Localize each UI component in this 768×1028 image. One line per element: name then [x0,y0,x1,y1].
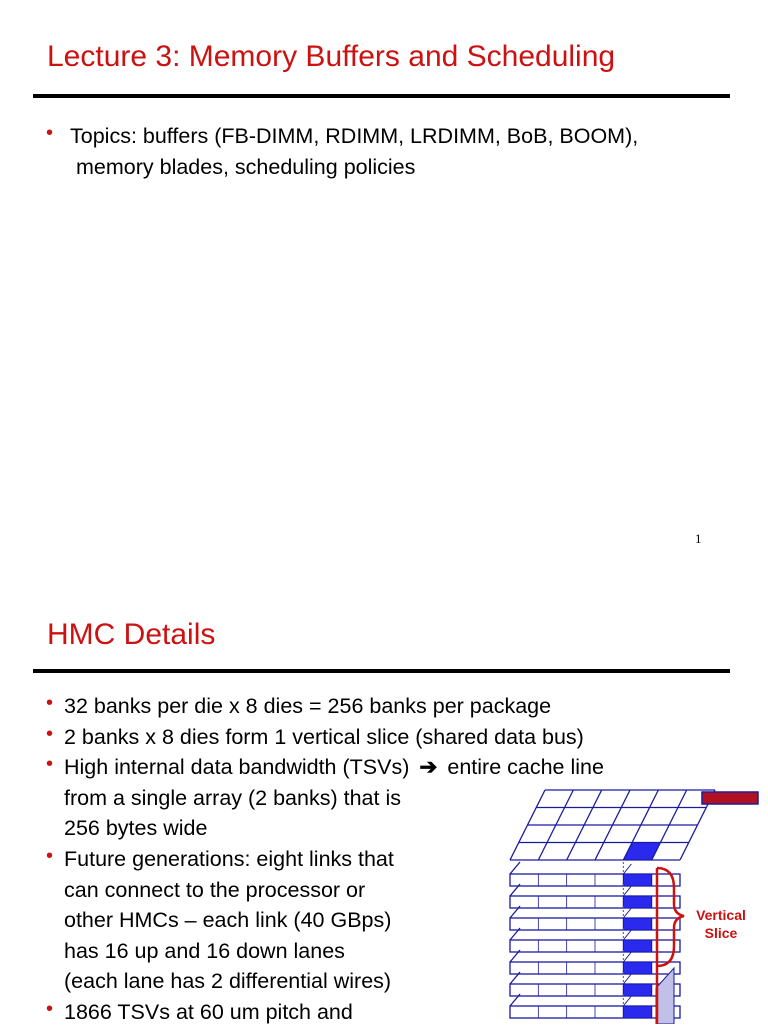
slide2-bullet-line: 256 bytes wide [64,816,208,840]
slice-cell [623,940,651,952]
slice-cell [623,984,651,996]
slide2-bullet-line: other HMCs – each link (40 GBps) [64,908,392,932]
slide2-bullet-line: from a single array (2 banks) that is [64,786,401,810]
slice-cell [623,896,651,908]
slice-top-cell [623,843,660,861]
slice-edge-line [623,886,631,896]
bullet-text: High internal data bandwidth (TSVs) [64,755,410,779]
right-arrow-icon: ➔ [419,755,438,779]
slide1-bullet-line: memory blades, scheduling policies [76,155,416,179]
vertical-slice-label-line2: Slice [704,925,738,941]
bullet-symbol: • [46,998,54,1020]
slide2-bullet-line: has 16 up and 16 down lanes [64,939,345,963]
bullet-symbol: • [46,845,54,867]
slice-cell [623,918,651,930]
slice-cell [623,962,651,974]
slide2-bullet-line: Future generations: eight links that [64,847,394,871]
legend-swatch [702,792,758,804]
slide2-bullet-line: 1866 TSVs at 60 um pitch and [64,1000,353,1024]
slide2-bullet-line: 32 banks per die x 8 dies = 256 banks per package [64,694,552,718]
slide2-bullet-line: 2 banks x 8 dies form 1 vertical slice (shared data bus) [64,725,584,749]
slide-number: 1 [695,531,702,546]
slide2-bullet-line: (each lane has 2 differential wires) [64,969,392,993]
slice-cell [623,1006,651,1018]
slice-edge-line [623,974,631,984]
slide2-bullet-line-rich [64,752,604,783]
die-stack [510,790,715,1024]
hmc-die-stack-diagram [460,780,768,1024]
bullet-symbol: • [46,122,54,144]
slide1-title-rule [33,94,730,98]
base-accent [656,968,674,1024]
slide2-bullet-line: can connect to the processor or [64,878,366,902]
bullet-symbol: • [46,753,54,775]
bullet-symbol: • [46,692,54,714]
bullet-symbol: • [46,723,54,745]
slide2-title: HMC Details [47,618,216,651]
bullet-text: entire cache line [447,755,604,779]
slice-edge-line [623,952,631,962]
die-edge-line [510,862,520,874]
slide2-title-rule [33,669,730,673]
slice-edge-line [623,864,631,874]
slide1-title: Lecture 3: Memory Buffers and Scheduling [47,40,616,73]
vertical-slice-label-line1: Vertical [696,907,746,923]
slice-edge-line [623,930,631,940]
slice-edge-line [623,996,631,1006]
slice-edge-line [623,908,631,918]
slice-cell [623,874,651,886]
slide1-bullet-line: Topics: buffers (FB-DIMM, RDIMM, LRDIMM, BoB, BOOM), [70,124,639,148]
